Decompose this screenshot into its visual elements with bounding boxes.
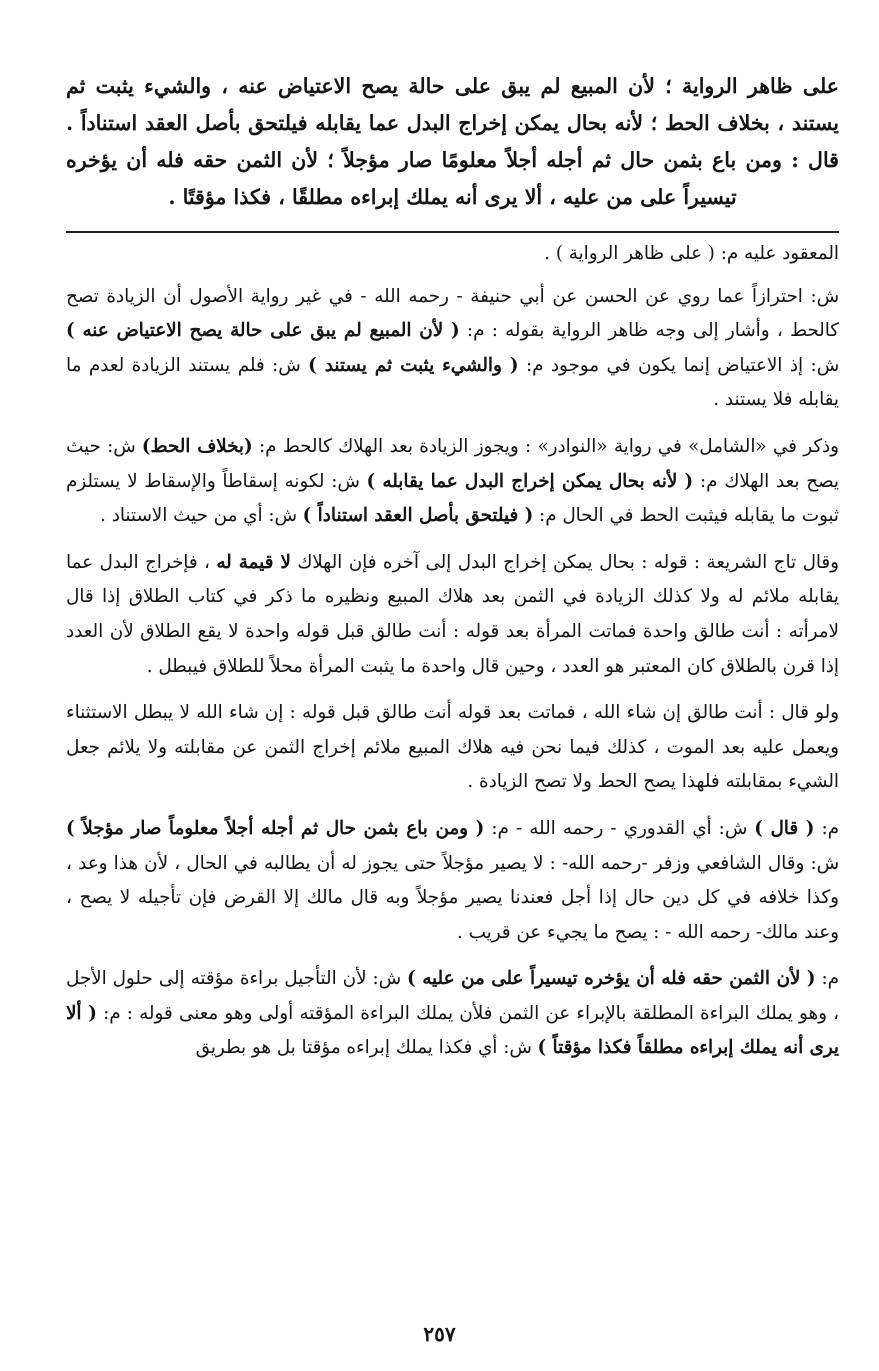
commentary-text: ش: لأن التأجيل براءة مؤقته إلى حلول الأجل ، وهو يملك البراءة المطلقة بالإبراء عن الثمن فلأن يملك البراءة المؤقته أولى وهو معنى قوله : م:: [66, 968, 839, 1024]
emphasized-text: لا قيمة له: [216, 551, 291, 573]
commentary-paragraph-5: ولو قال : أنت طالق إن شاء الله ، فماتت بعد قوله أنت طالق قبل قوله : إن شاء الله لا يبطل الاستثناء ويعمل عليه بعد الموت ، كذلك فيما نحن فيه هلاك المبيع ملائم إخراج الثمن عن مقابلته ولا يلائم جعل الشيء بمقابلته فلهذا يصح الحط ولا تصح الزيادة .: [66, 702, 839, 793]
commentary-paragraph-6: [66, 812, 839, 950]
quoted-main-text: ( لأن الثمن حقه فله أن يؤخره تيسيراً على من عليه ): [407, 968, 816, 990]
commentary-paragraph-1: المعقود عليه م: ( على ظاهر الرواية ) .: [544, 243, 839, 264]
quoted-main-text: ( قال ): [754, 817, 815, 839]
commentary-paragraph-4: [66, 546, 839, 684]
quoted-main-text: ( فيلتحق بأصل العقد استناداً ): [302, 505, 534, 527]
commentary-text: ش: حيث يصح بعد الهلاك م:: [66, 435, 839, 492]
commentary-text: ش: أي القدوري - رحمه الله - م:: [484, 817, 755, 839]
commentary-paragraph-2: [66, 280, 839, 418]
main-text-paragraph: على ظاهر الرواية ؛ لأن المبيع لم يبق على حالة يصح الاعتياض عنه ، والشيء يثبت ثم يستند ، بخلاف الحط ؛ لأنه بحال يمكن إخراج البدل عما يقابله فيلتحق بأصل العقد استناداً . قال : ومن باع بثمن حال ثم أجله أجلاً معلومًا صار مؤجلاً ؛ لأن الثمن حقه فله أن يؤخره تيسيراً على من عليه ، ألا يرى أنه يملك إبراءه مطلقًا ، فكذا مؤقتًا .: [66, 74, 839, 209]
quoted-main-text: ( والشيء يثبت ثم يستند ): [308, 354, 519, 376]
commentary-text: ش: أي فكذا يملك إبراءه مؤقتا بل هو بطريق: [195, 1037, 538, 1059]
commentary-text: م:: [814, 817, 839, 839]
commentary-text: ش: لكونه إسقاطاً والإسقاط لا يستلزم ثبوت ما يقابله فيثبت الحط في الحال م:: [66, 470, 839, 527]
commentary-text: ش: إذ الاعتياض إنما يكون في موجود م:: [518, 354, 840, 376]
quoted-main-text: (بخلاف الحط): [141, 435, 253, 457]
main-text-block: [66, 68, 839, 216]
quoted-main-text: ( لأن المبيع لم يبق على حالة يصح الاعتياض عنه ): [66, 320, 460, 342]
commentary-text: ش: فلم يستند الزيادة لعدم ما يقابله فلا يستند .: [66, 354, 839, 411]
commentary-text: وقال تاج الشريعة : قوله : بحال يمكن إخراج البدل إلى آخره فإن الهلاك: [290, 551, 839, 573]
commentary-text: ش: احترازاً عما روي عن الحسن عن أبي حنيفة - رحمه الله - في غير رواية الأصول أن الزيادة تصح كالحط ، وأشار إلى وجه ظاهر الرواية بقوله : م:: [66, 285, 839, 342]
commentary-text: ، فإخراج البدل عما يقابله ملائم له ولا كذلك الزيادة في الثمن بعد هلاك المبيع ونظيره ما ذكر في كتاب الطلاق إذا قال لامرأته : أنت طالق واحدة فماتت المرأة بعد قوله : أنت طالق قبل قوله واحدة لا يقع الطلاق لأن العدد إذا قرن بالطلاق كان المعتبر هو العدد ، وحين قال واحدة ما يثبت المرأة محلاً للطلاق فيبطل .: [66, 551, 839, 677]
commentary-paragraph-7: [66, 962, 839, 1066]
commentary-text: وذكر في «الشامل» في رواية «النوادر» : ويجوز الزيادة بعد الهلاك كالحط م:: [252, 435, 839, 457]
quoted-main-text: ( لأنه بحال يمكن إخراج البدل عما يقابله ): [366, 470, 694, 492]
commentary-paragraph-3: [66, 430, 839, 534]
commentary-text: ش: أي من حيث الاستناد .: [100, 505, 303, 527]
book-page: [66, 68, 839, 1371]
page-number: ٢٥٧: [423, 1322, 456, 1346]
commentary-text: ش: وقال الشافعي وزفر -رحمه الله- : لا يصير مؤجلاً حتى يجوز له أن يطالبه في الحال ، لأن هذا وعد ، وكذا خلافه في كل دين حال إذا أجل فعندنا يصير مؤجلاً وبه قال مالك إلا القرض فإن تأجيله لا يصح ، وعند مالك- رحمه الله - : يصح ما يجيء عن قريب .: [66, 852, 839, 943]
footnote-separator-line: [66, 231, 839, 233]
commentary-text: م:: [815, 968, 839, 990]
quoted-main-text: ( ومن باع بثمن حال ثم أجله أجلاً معلوماً صار مؤجلاً ): [66, 817, 485, 839]
quoted-main-text: ( ألا يرى أنه يملك إبراءه مطلقاً فكذا مؤقتاً ): [66, 1002, 839, 1059]
commentary-block: [66, 237, 839, 1066]
